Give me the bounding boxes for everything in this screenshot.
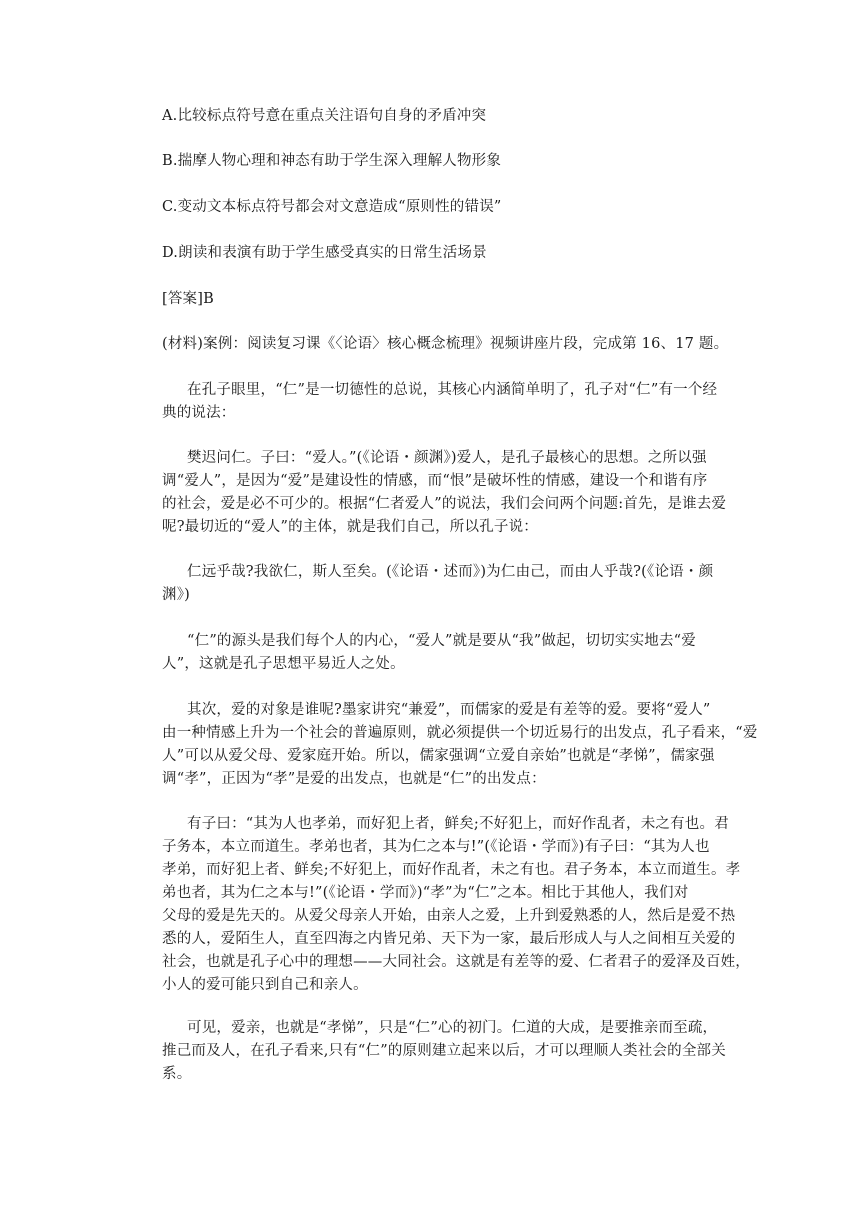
paragraph-line: 调“爱人”，是因为“爱”是建设性的情感，而“恨”是破坏性的情感，建设一个和谐有序 xyxy=(162,473,708,489)
paragraph-4 xyxy=(162,630,747,676)
option-c: C.变动文本标点符号都会对文意造成“原则性的错误” xyxy=(162,199,502,215)
paragraph-line: 其次，爱的对象是谁呢?墨家讲究“兼爱”，而儒家的爱是有差等的爱。要将“爱人” xyxy=(187,702,711,718)
paragraph-line: 典的说法： xyxy=(162,405,236,421)
paragraph-5 xyxy=(162,699,758,791)
paragraph-3 xyxy=(162,561,747,607)
paragraph-line: 有子曰：“其为人也孝弟，而好犯上者，鲜矣;不好犯上，而好作乱者，未之有也。君 xyxy=(187,816,729,832)
paragraph-line: 樊迟问仁。子曰：“爱人。”(《论语・颜渊》)爱人，是孔子最核心的思想。之所以强 xyxy=(187,450,707,466)
paragraph-line: “仁”的源头是我们每个人的内心，“爱人”就是要从“我”做起，切切实实地去“爱 xyxy=(187,633,696,649)
material-intro: (材料)案例：阅读复习课《〈论语〉核心概念梳理》视频讲座片段，完成第 16、17 题。 xyxy=(162,336,729,352)
paragraph-line: 悉的人，爱陌生人，直至四海之内皆兄弟、天下为一家，最后形成人与人之间相互关爱的 xyxy=(162,931,736,947)
paragraph-2 xyxy=(162,447,747,539)
option-d: D.朗读和表演有助于学生感受真实的日常生活场景 xyxy=(162,245,487,261)
paragraph-line: 小人的爱可能只到自己和亲人。 xyxy=(162,977,368,993)
paragraph-line: 社会，也就是孔子心中的理想——大同社会。这就是有差等的爱、仁者君子的爱泽及百姓， xyxy=(162,954,750,970)
paragraph-line: 在孔子眼里，“仁”是一切德性的总说，其核心内涵简单明了，孔子对“仁”有一个经 xyxy=(187,382,718,398)
paragraph-line: 人”，这就是孔子思想平易近人之处。 xyxy=(162,656,405,672)
paragraph-line: 渊》) xyxy=(162,587,191,603)
paragraph-line: 可见，爱亲，也就是“孝悌”，只是“仁”心的初门。仁道的大成，是要推亲而至疏， xyxy=(187,1020,718,1036)
paragraph-line: 的社会，爱是必不可少的。根据“仁者爱人”的说法，我们会问两个问题:首先，是谁去爱 xyxy=(162,496,727,512)
option-a: A.比较标点符号意在重点关注语句自身的矛盾冲突 xyxy=(162,108,487,124)
paragraph-line: 仁远乎哉?我欲仁，斯人至矣。(《论语・述而》)为仁由己，而由人乎哉?(《论语・颜 xyxy=(187,564,714,580)
paragraph-6 xyxy=(162,813,750,997)
paragraph-line: 调“孝”，正因为“孝”是爱的出发点，也就是“仁”的出发点： xyxy=(162,771,546,787)
paragraph-line: 父母的爱是先天的。从爱父母亲人开始，由亲人之爱，上升到爱熟悉的人，然后是爱不热 xyxy=(162,908,736,924)
paragraph-line: 由一种情感上升为一个社会的普遍原则，就必须提供一个切近易行的出发点，孔子看来，“爱 xyxy=(162,725,758,741)
paragraph-line: 弟也者，其为仁之本与!”(《论语・学而》)“孝”为“仁”之本。相比于其他人，我们对 xyxy=(162,885,689,901)
paragraph-line: 人”可以从爱父母、爱家庭开始。所以，儒家强调“立爱自亲始”也就是“孝悌”，儒家强 xyxy=(162,748,715,764)
answer-line: [答案]B xyxy=(162,291,214,307)
paragraph-line: 推己而及人，在孔子看来,只有“仁”的原则建立起来以后，才可以理顺人类社会的全部关 xyxy=(162,1043,726,1059)
option-b: B.揣摩人物心理和神态有助于学生深入理解人物形象 xyxy=(162,153,502,169)
paragraph-1 xyxy=(162,379,747,425)
paragraph-line: 呢?最切近的“爱人”的主体，就是我们自己，所以孔子说： xyxy=(162,519,538,535)
paragraph-line: 系。 xyxy=(162,1066,192,1082)
paragraph-line: 孝弟，而好犯上者、鲜矣;不好犯上，而好作乱者，未之有也。君子务本，本立而道生。孝 xyxy=(162,862,741,878)
paragraph-7 xyxy=(162,1017,747,1086)
paragraph-line: 子务本，本立而道生。孝弟也者，其为仁之本与!”(《论语・学而》)有子曰：“其为人也 xyxy=(162,839,710,855)
